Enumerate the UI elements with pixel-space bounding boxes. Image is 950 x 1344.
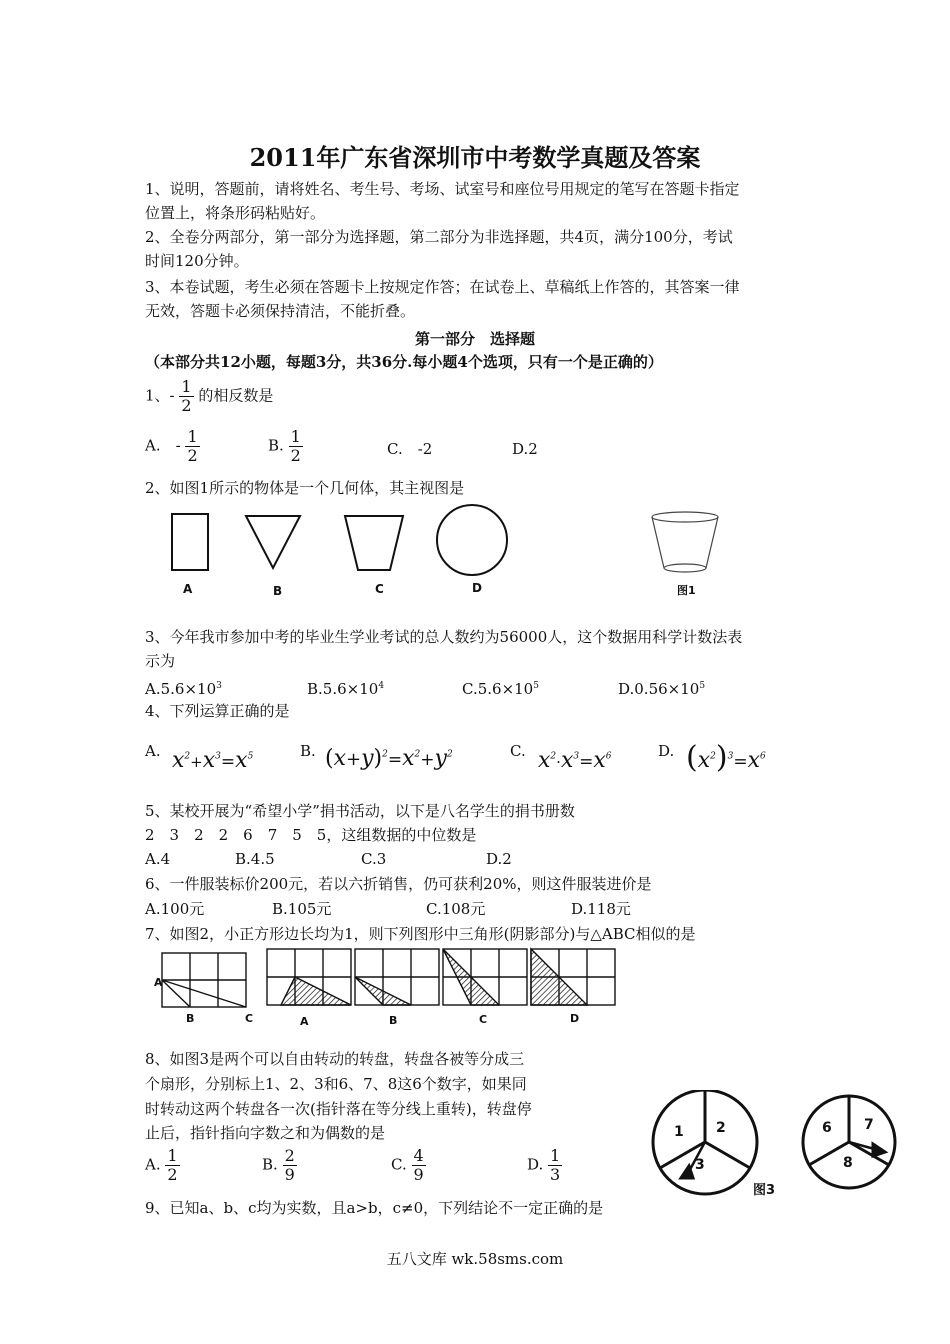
- q8-d-fraction: $\frac{1}{3}$: [550, 1146, 561, 1184]
- spinner1-label-3: 3: [695, 1157, 705, 1173]
- footer-watermark: 五八文库 wk.58sms.com: [386, 1250, 564, 1268]
- q7-figures: [150, 945, 620, 1010]
- q1-prefix: 1、-: [145, 386, 175, 405]
- page-title: 2011年广东省深圳市中考数学真题及答案: [249, 143, 701, 172]
- question-1: [145, 378, 273, 415]
- question-8-line4: 止后，指针指向字数之和为偶数的是: [145, 1124, 386, 1142]
- q3-d-exp: 5: [699, 681, 706, 691]
- q5-option-b: B.4.5: [235, 850, 275, 868]
- question-6: 6、一件服装标价200元，若以六折销售，仍可获利20%，则这件服装进价是: [145, 875, 652, 893]
- spinner-2: [803, 1096, 895, 1188]
- q5-option-c: C.3: [361, 850, 387, 868]
- q5-option-a: A.4: [145, 850, 171, 868]
- q8-option-b: [262, 1147, 297, 1184]
- spinner1-label-2: 2: [716, 1120, 726, 1136]
- q8-c-fraction: $\frac{4}{9}$: [413, 1146, 424, 1184]
- q7-option-b-label: B: [389, 1014, 398, 1027]
- q1-a-num: 1: [187, 427, 198, 446]
- q6-option-a: A.100元: [145, 900, 205, 918]
- q1-a-label: A. -: [145, 436, 181, 455]
- q1-suffix: 的相反数是: [198, 386, 274, 405]
- section-heading: 第一部分 选择题: [414, 330, 535, 348]
- q8-a-fraction: $\frac{1}{2}$: [167, 1146, 178, 1184]
- q2-label-d: D: [472, 581, 482, 595]
- q1-a-den: 2: [187, 446, 198, 465]
- q6-option-d: D.118元: [571, 900, 631, 918]
- q7-option-a-label: A: [300, 1015, 309, 1028]
- q1-b-label: B.: [268, 436, 284, 455]
- q2-cup-top: [652, 512, 718, 522]
- q7-option-b-figure: [355, 949, 439, 1005]
- question-5-line2: 2 3 2 2 6 7 5 5，这组数据的中位数是: [145, 826, 477, 844]
- question-8-line1: 8、如图3是两个可以自由转动的转盘，转盘各被等分成三: [145, 1050, 525, 1068]
- q2-figures: [150, 500, 750, 600]
- spinner-1: [653, 1090, 757, 1194]
- q2-label-b: B: [273, 584, 283, 598]
- instruction-line: 2、全卷分两部分，第一部分为选择题，第二部分为非选择题，共4页，满分100分，考试: [145, 228, 733, 246]
- question-9: 9、已知a、b、c均为实数，且a>b，c≠0，下列结论不一定正确的是: [145, 1199, 604, 1217]
- q1-b-fraction: [289, 428, 303, 465]
- q2-shape-rectangle: [172, 514, 208, 570]
- question-3-line1: 3、今年我市参加中考的毕业生学业考试的总人数约为56000人，这个数据用科学计数法表: [145, 628, 743, 646]
- q7-option-c-label: C: [479, 1013, 488, 1026]
- q3-option-a: [145, 675, 222, 700]
- section-note: （本部分共12小题，每题3分，共36分.每小题4个选项，只有一个是正确的）: [145, 353, 663, 371]
- q3-a-exp: 3: [216, 681, 222, 691]
- q8-b-label: B.: [262, 1155, 278, 1174]
- q4-expr-a: $x^2+x^3=x^5$: [172, 748, 254, 773]
- q4-label-d: D.: [658, 742, 675, 760]
- spinner2-label-8: 8: [843, 1155, 853, 1171]
- question-7: 7、如图2，小正方形边长均为1，则下列图形中三角形(阴影部分)与△ABC相似的是: [145, 925, 696, 943]
- q2-cup-left: [652, 517, 664, 568]
- q4-label-c: C.: [510, 742, 526, 760]
- instruction-line: 位置上，将条形码粘贴好。: [145, 204, 326, 222]
- q1-fraction: [179, 378, 193, 415]
- q7-fig-label-b: B: [186, 1012, 195, 1025]
- instruction-line: 3、本卷试题，考生必须在答题卡上按规定作答；在试卷上、草稿纸上作答的，其答案一律: [145, 278, 740, 296]
- q2-shape-circle: [437, 505, 507, 575]
- q7-fig-label-a: A: [154, 976, 163, 989]
- q1-num: 1: [181, 377, 192, 396]
- q7-option-c-figure: [443, 949, 527, 1005]
- q2-cup-bottom: [664, 564, 706, 572]
- q3-a-base: A.5.6×10: [145, 680, 217, 698]
- q3-c-base: C.5.6×10: [462, 680, 534, 698]
- instruction-line: 1、说明，答题前，请将姓名、考生号、考场、试室号和座位号用规定的笔写在答题卡指定: [145, 180, 740, 198]
- spinner2-label-6: 6: [822, 1120, 832, 1136]
- q8-b-fraction: $\frac{2}{9}$: [284, 1146, 295, 1184]
- q1-b-num: 1: [290, 427, 301, 446]
- q3-d-base: D.0.56×10: [618, 680, 700, 698]
- q2-cup-right: [706, 517, 718, 568]
- q4-expr-b: $(x+y)^2=x^2+y^2$: [325, 746, 453, 771]
- q7-figure-abc: [162, 953, 246, 1007]
- question-8-line3: 时转动这两个转盘各一次(指针落在等分线上重转)，转盘停: [145, 1100, 532, 1118]
- q8-figure-caption: 图3: [753, 1183, 776, 1198]
- q4-expr-c: $x^2\cdot x^3=x^6$: [538, 748, 612, 773]
- q2-label-c: C: [375, 582, 384, 596]
- question-5-line1: 5、某校开展为“希望小学”捐书活动，以下是八名学生的捐书册数: [145, 802, 575, 820]
- q1-option-d: D.2: [512, 440, 538, 458]
- q3-b-base: B.5.6×10: [307, 680, 379, 698]
- q8-option-c: [391, 1147, 426, 1184]
- q3-option-d: [618, 675, 705, 700]
- q3-option-b: [307, 675, 384, 700]
- q3-option-c: [462, 675, 539, 700]
- q2-shape-triangle: [246, 516, 300, 568]
- q1-option-c: C. -2: [387, 440, 433, 458]
- q6-option-c: C.108元: [426, 900, 486, 918]
- question-3-line2: 示为: [145, 652, 176, 670]
- q3-b-exp: 4: [378, 681, 385, 691]
- q7-option-a-figure: [267, 949, 351, 1005]
- q8-option-d: [527, 1147, 562, 1184]
- q7-option-d-label: D: [570, 1012, 580, 1025]
- q2-label-a: A: [183, 582, 193, 596]
- question-2: 2、如图1所示的物体是一个几何体，其主视图是: [145, 479, 465, 497]
- q2-shape-trapezoid: [345, 516, 403, 570]
- instruction-line: 时间120分钟。: [145, 252, 249, 270]
- question-4: 4、下列运算正确的是: [145, 702, 290, 720]
- q2-figure-caption: 图1: [677, 584, 696, 597]
- q1-a-fraction: [185, 428, 199, 465]
- instruction-line: 无效，答题卡必须保持清洁，不能折叠。: [145, 302, 416, 320]
- q7-option-d-figure: [531, 949, 615, 1005]
- q4-label-b: B.: [300, 742, 316, 760]
- q8-a-label: A.: [145, 1155, 161, 1174]
- q1-den: 2: [181, 396, 192, 415]
- q5-option-d: D.2: [486, 850, 512, 868]
- q8-option-a: [145, 1147, 180, 1184]
- q8-spinners-figure: [645, 1090, 930, 1200]
- q8-d-label: D.: [527, 1155, 544, 1174]
- question-8-line2: 个扇形，分别标上1、2、3和6、7、8这6个数字，如果同: [145, 1075, 527, 1093]
- q7-fig-label-c: C: [245, 1012, 254, 1025]
- q4-label-a: A.: [145, 742, 161, 760]
- spinner1-label-1: 1: [674, 1124, 684, 1140]
- spinner2-label-7: 7: [864, 1117, 874, 1133]
- q3-c-exp: 5: [533, 681, 539, 691]
- q1-option-a: [145, 428, 200, 465]
- q1-option-b: [268, 428, 303, 465]
- q4-expr-d: $(x^2)^3=x^6$: [686, 740, 766, 775]
- q6-option-b: B.105元: [272, 900, 332, 918]
- q1-b-den: 2: [290, 446, 301, 465]
- q8-c-label: C.: [391, 1155, 407, 1174]
